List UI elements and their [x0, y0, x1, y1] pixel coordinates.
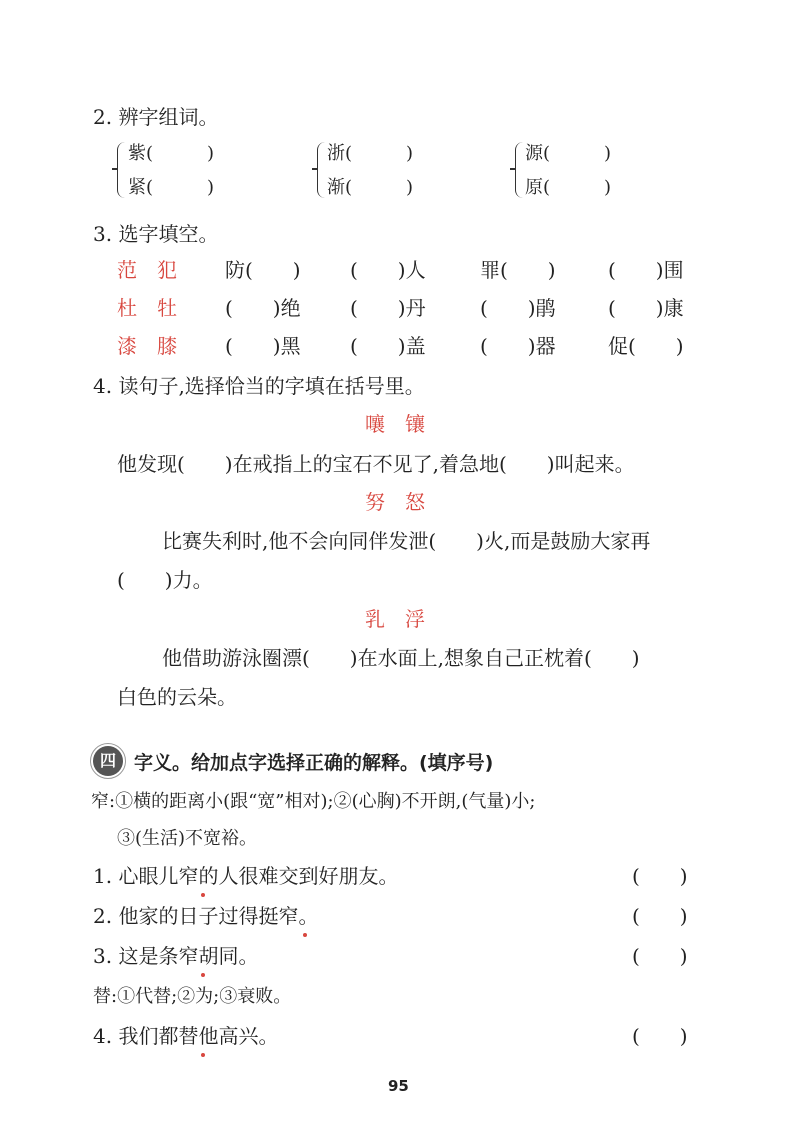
s4-item-1-answer: ( ) [632, 864, 688, 888]
s4-item-3-text: 3. 这是条窄胡同。 [93, 944, 259, 968]
def-zhai-line-1: 窄:①横的距离小(跟“宽”相对);②(心胸)不开朗,(气量)小; [91, 791, 536, 812]
q4-item-3-line-1: 他借助游泳圈漂( )在水面上,想象自己正枕着( ) [162, 646, 640, 670]
q3-row-2-blank-3: ( )鹃 [480, 296, 556, 320]
def-ti: 替:①代替;②为;③衰败。 [93, 986, 292, 1007]
q3-row-2-blank-1: ( )绝 [225, 296, 301, 320]
q3-row-2-options: 杜 牡 [117, 296, 177, 320]
q3-title: 3. 选字填空。 [93, 222, 219, 246]
q2-group-1-bottom: 紧( ) [128, 177, 215, 198]
q3-row-2-blank-4: ( )康 [608, 296, 684, 320]
q4-item-2-line-1: 比赛失利时,他不会向同伴发泄( )火,而是鼓励大家再 [162, 529, 651, 553]
q2-group-3-top: 源( ) [525, 143, 612, 164]
s4-item-2-answer: ( ) [632, 904, 688, 928]
q2-title: 2. 辨字组词。 [93, 105, 219, 129]
q4-title: 4. 读句子,选择恰当的字填在括号里。 [93, 374, 425, 398]
emphasis-dot [303, 933, 307, 937]
q3-row-1-options: 范 犯 [117, 258, 177, 282]
s4-item-4-answer: ( ) [632, 1024, 688, 1048]
q3-row-3-blank-1: ( )黑 [225, 334, 301, 358]
s4-item-4-text: 4. 我们都替他高兴。 [93, 1024, 279, 1048]
emphasis-dot [201, 1053, 205, 1057]
q3-row-1-blank-3: 罪( ) [480, 258, 556, 282]
section-number-badge: 四 [93, 746, 123, 776]
q3-row-1-blank-1: 防( ) [225, 258, 301, 282]
q4-item-3-line-2: 白色的云朵。 [117, 685, 237, 709]
q2-group-2-bottom: 渐( ) [327, 177, 414, 198]
q2-group-3-bottom: 原( ) [525, 177, 612, 198]
page-number: 95 [388, 1077, 409, 1095]
q4-item-3-options: 乳 浮 [365, 607, 425, 631]
q3-row-3-blank-4: 促( ) [608, 334, 684, 358]
q4-item-2-options: 努 怒 [365, 490, 425, 514]
q4-item-2-line-2: ( )力。 [117, 568, 213, 592]
q3-row-1-blank-2: ( )人 [350, 258, 426, 282]
q2-brace-1 [117, 142, 128, 198]
q4-item-1-line-1: 他发现( )在戒指上的宝石不见了,着急地( )叫起来。 [117, 452, 635, 476]
q4-item-1-options: 嚷 镶 [365, 412, 425, 436]
q2-group-1-top: 紫( ) [128, 143, 215, 164]
q2-group-2-top: 浙( ) [327, 143, 414, 164]
section4-title: 字义。给加点字选择正确的解释。(填序号) [134, 752, 494, 774]
s4-item-2-text: 2. 他家的日子过得挺窄。 [93, 904, 319, 928]
q3-row-3-blank-3: ( )器 [480, 334, 556, 358]
q3-row-1-blank-4: ( )围 [608, 258, 684, 282]
emphasis-dot [201, 893, 205, 897]
q3-row-3-blank-2: ( )盖 [350, 334, 426, 358]
q3-row-3-options: 漆 膝 [117, 334, 177, 358]
q3-row-2-blank-2: ( )丹 [350, 296, 426, 320]
emphasis-dot [201, 973, 205, 977]
s4-item-3-answer: ( ) [632, 944, 688, 968]
def-zhai-line-2: ③(生活)不宽裕。 [117, 828, 258, 849]
s4-item-1-text: 1. 心眼儿窄的人很难交到好朋友。 [93, 864, 399, 888]
